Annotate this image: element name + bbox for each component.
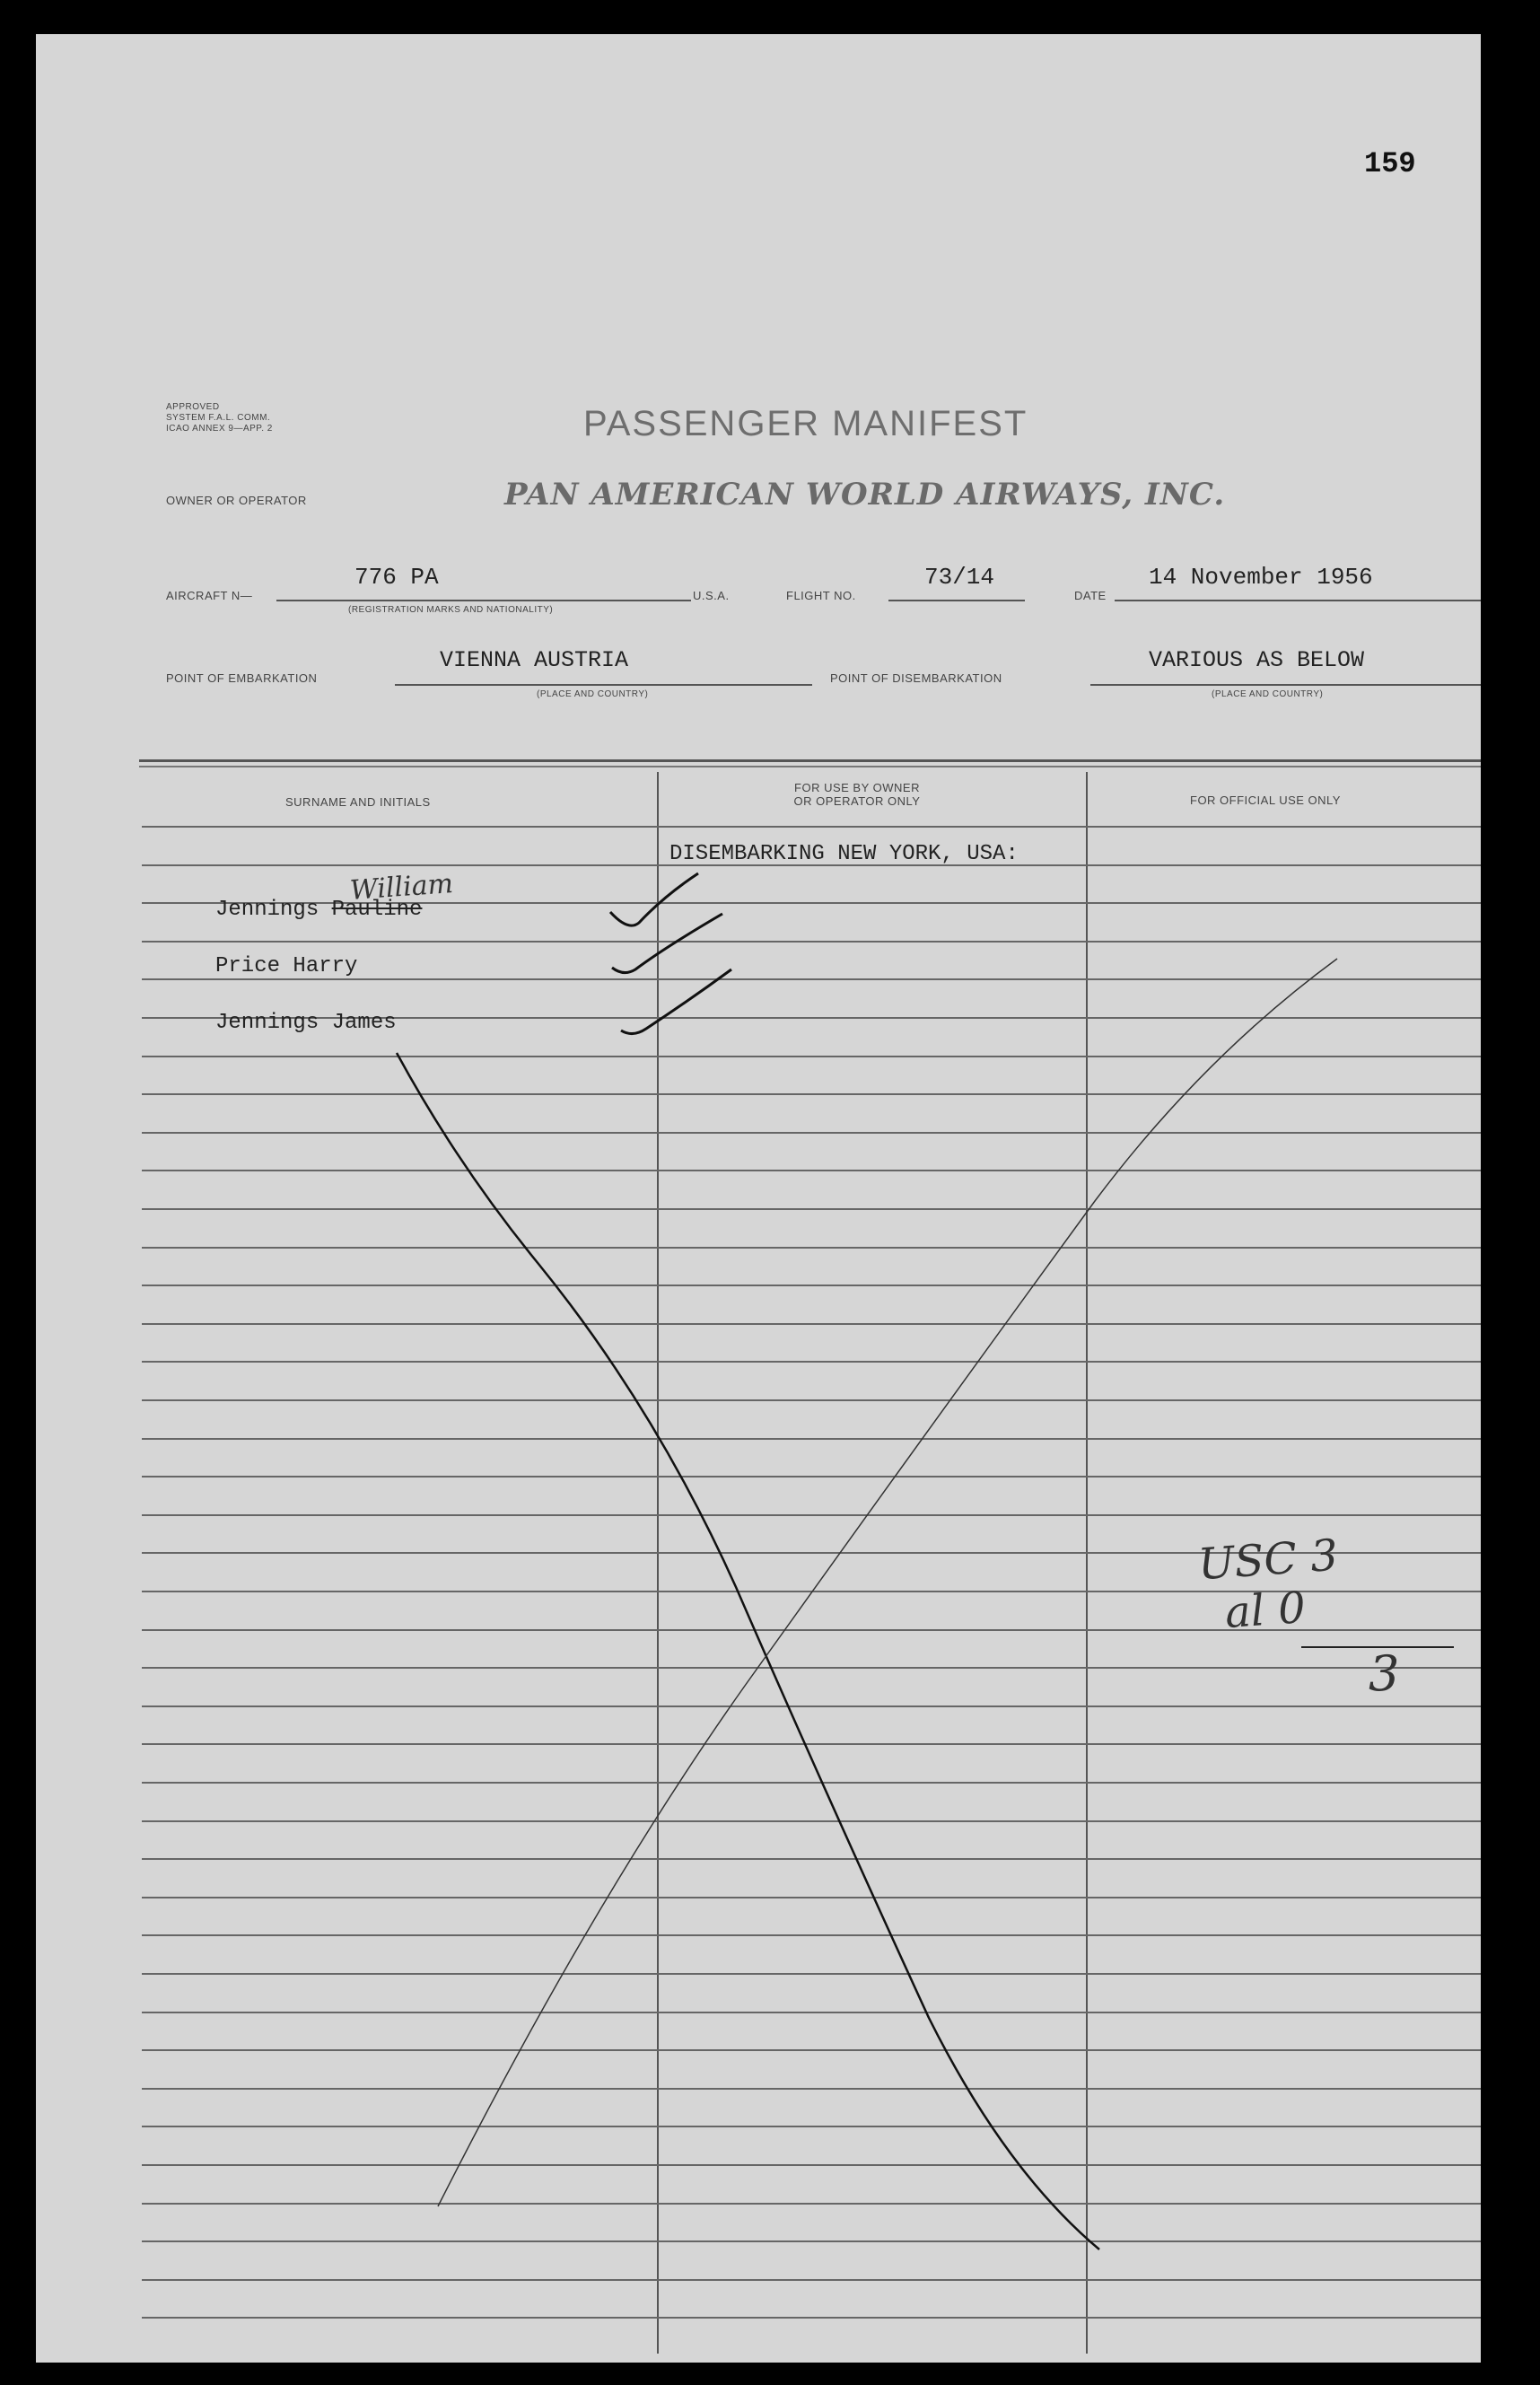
owner-label: OWNER OR OPERATOR xyxy=(166,494,307,507)
form-title: PASSENGER MANIFEST xyxy=(583,404,1028,443)
approval-line: SYSTEM F.A.L. COMM. xyxy=(166,413,271,423)
page-number: 159 xyxy=(1364,147,1416,180)
manifest-sheet xyxy=(36,34,1481,2363)
embarkation-sublabel: (PLACE AND COUNTRY) xyxy=(537,689,649,699)
passenger-surname: Jennings xyxy=(215,898,319,922)
approval-line: APPROVED xyxy=(166,402,220,412)
cross-stroke xyxy=(397,1053,1099,2249)
handwritten-name: William xyxy=(348,868,455,907)
passenger-row: Jennings James xyxy=(215,1011,397,1035)
approval-line: ICAO ANNEX 9—APP. 2 xyxy=(166,424,273,434)
disembarkation-sublabel: (PLACE AND COUNTRY) xyxy=(1212,689,1324,699)
disembarkation-value: VARIOUS AS BELOW xyxy=(1149,647,1365,673)
check-mark xyxy=(612,914,722,973)
disembark-note: DISEMBARKING NEW YORK, USA: xyxy=(669,842,1019,866)
col-official: FOR OFFICIAL USE ONLY xyxy=(1190,794,1341,807)
check-mark xyxy=(621,969,731,1034)
col-owner-use-line1: FOR USE BY OWNER xyxy=(794,781,920,794)
tally-usc: USC 3 xyxy=(1196,1530,1340,1591)
date-value: 14 November 1956 xyxy=(1149,564,1373,591)
passenger-row: Price Harry xyxy=(215,954,358,978)
aircraft-label: AIRCRAFT N— xyxy=(166,589,253,602)
date-label: DATE xyxy=(1074,589,1107,602)
col-owner-use-line2: OR OPERATOR ONLY xyxy=(793,794,921,808)
operator-name: PAN AMERICAN WORLD AIRWAYS, INC. xyxy=(504,477,1226,513)
flight-label: FLIGHT NO. xyxy=(786,589,856,602)
col-surname: SURNAME AND INITIALS xyxy=(285,795,431,809)
aircraft-value: 776 PA xyxy=(354,564,439,591)
struck-name: Pauline xyxy=(331,898,423,922)
tally-al: al 0 xyxy=(1223,1582,1308,1639)
pen-marks xyxy=(36,34,1481,2363)
disembarkation-label: POINT OF DISEMBARKATION xyxy=(830,671,1002,685)
flight-value: 73/14 xyxy=(924,564,995,591)
check-mark xyxy=(610,873,698,925)
tally-total: 3 xyxy=(1369,1645,1400,1702)
country-label: U.S.A. xyxy=(693,589,730,602)
aircraft-sublabel: (REGISTRATION MARKS AND NATIONALITY) xyxy=(348,605,554,615)
embarkation-value: VIENNA AUSTRIA xyxy=(440,647,629,673)
embarkation-label: POINT OF EMBARKATION xyxy=(166,671,318,685)
